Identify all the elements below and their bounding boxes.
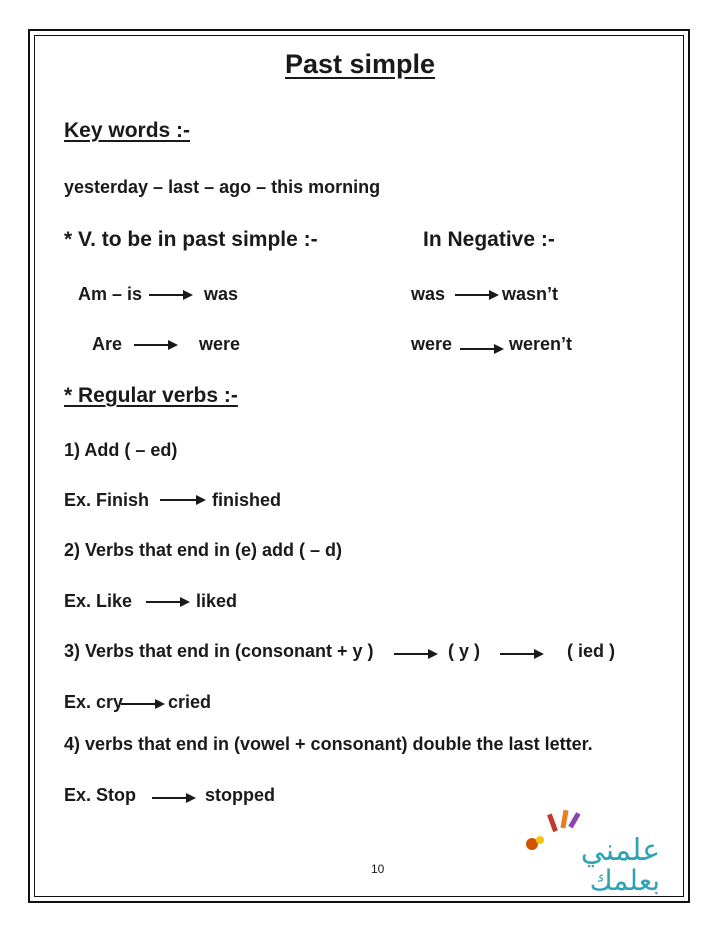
arrow-icon — [394, 653, 436, 655]
key-words-list: yesterday – last – ago – this morning — [64, 177, 381, 197]
neg-row2-to: weren’t — [509, 334, 573, 354]
page-number: 10 — [371, 862, 385, 876]
key-words-heading: Key words :- — [64, 119, 191, 142]
example-4-to: stopped — [205, 785, 275, 805]
rule-3: 3) Verbs that end in (consonant + y ) — [64, 641, 374, 661]
arrow-icon — [460, 348, 502, 350]
neg-row1-to: wasn’t — [502, 284, 559, 304]
arrow-icon — [152, 797, 194, 799]
pencils-icon — [526, 810, 581, 850]
to-be-heading: * V. to be in past simple :- — [64, 228, 318, 251]
rule-4: 4) verbs that end in (vowel + consonant) double the last letter. — [64, 734, 593, 754]
negative-heading: In Negative :- — [423, 228, 555, 251]
neg-row2-from: were — [411, 334, 453, 354]
page-title: Past simple — [284, 49, 436, 79]
arrow-icon — [121, 703, 163, 705]
example-3-to: cried — [168, 692, 212, 712]
page-border-inner — [34, 35, 684, 897]
example-2-to: liked — [196, 591, 238, 611]
to-be-row1-from: Am – is — [78, 284, 143, 304]
neg-row1-from: was — [411, 284, 446, 304]
to-be-row2-to: were — [199, 334, 241, 354]
arrow-icon — [146, 601, 188, 603]
logo-line-1: علمني — [580, 833, 660, 868]
example-1-to: finished — [212, 490, 282, 510]
regular-verbs-heading: * Regular verbs :- — [64, 384, 238, 407]
example-3-from: Ex. cry — [64, 692, 124, 712]
brand-logo — [510, 804, 670, 896]
arrow-icon — [160, 499, 204, 501]
to-be-row2-from: Are — [92, 334, 123, 354]
arrow-icon — [455, 294, 497, 296]
arrow-icon — [500, 653, 542, 655]
arrow-icon — [134, 344, 176, 346]
to-be-row1-to: was — [204, 284, 239, 304]
rule-1: 1) Add ( – ed) — [64, 440, 178, 460]
arrow-icon — [149, 294, 191, 296]
example-2-from: Ex. Like — [64, 591, 133, 611]
rule-3-y: ( y ) — [448, 641, 481, 661]
example-4-from: Ex. Stop — [64, 785, 137, 805]
example-1-from: Ex. Finish — [64, 490, 150, 510]
logo-line-2: بعلمك — [589, 864, 660, 896]
rule-3-ied: ( ied ) — [567, 641, 615, 661]
rule-2: 2) Verbs that end in (e) add ( – d) — [64, 540, 343, 560]
